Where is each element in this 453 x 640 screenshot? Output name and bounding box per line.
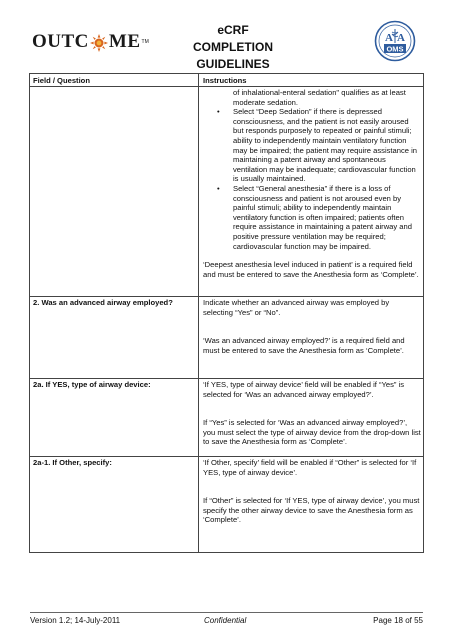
sedation-instructions — [203, 88, 421, 279]
general-anesthesia-item: • Select “General anesthesia” if there is a loss of consciousness and patient is not aroused even by painful stimuli; ability to independently maintain ventilatory function is often impaired; patients often require assistance in maintaining a patent airway and positive pressure ventilation may be required; cardiovascular function may be impaired. — [203, 184, 421, 251]
instructions-table — [29, 73, 424, 553]
aaoms-seal-icon — [373, 20, 417, 62]
row-divider — [30, 456, 423, 457]
sun-icon — [90, 34, 108, 52]
column-divider — [198, 74, 199, 552]
deep-sedation-item: • Select “Deep Sedation” if there is depressed consciousness, and the patient is not easily aroused but responds purposely to repeated or painful stimuli; ability to independently maintain ventilatory function may be impaired; the patient may require assistance in maintaining a patent airway and spontaneous ventilation may be inadequate; cardiovascular function is usually maintained. — [203, 107, 421, 184]
sedation-bullet-list — [203, 107, 421, 251]
airway-device-instruction-1: ‘If YES, type of airway device’ field will be enabled if “Yes” is selected for ‘Was an advanced airway employed?’. — [203, 380, 405, 399]
footer-divider — [30, 612, 423, 613]
title-line-1: eCRF COMPLETION — [193, 23, 273, 54]
svg-text:A: A — [397, 32, 405, 44]
other-device-question: 2a-1. If Other, specify: — [33, 458, 112, 467]
version-text: Version 1.2; 14-July-2011 — [30, 616, 121, 625]
advanced-airway-instruction-1: Indicate whether an advanced airway was employed by selecting “Yes” or “No”. — [203, 298, 390, 317]
page-header — [30, 18, 423, 71]
row-divider — [30, 296, 423, 297]
logo-text-end: ME — [108, 31, 141, 52]
header-divider — [30, 86, 423, 87]
title-line-2: GUIDELINES — [196, 57, 270, 71]
other-device-instructions — [203, 458, 421, 525]
trademark-mark: TM — [141, 39, 149, 45]
row-divider — [30, 378, 423, 379]
other-device-instruction-2: If “Other” is selected for ‘If YES, type of airway device’, you must specify the other airway device to save the Anesthesia form as ‘Complete’. — [203, 496, 420, 525]
document-title — [178, 22, 288, 73]
confidential-label: Confidential — [204, 616, 247, 625]
continued-text: of inhalational-enteral sedation" qualifies as at least moderate sedation. — [233, 88, 406, 107]
airway-device-type-question: 2a. If YES, type of airway device: — [33, 380, 151, 389]
svg-text:OMS: OMS — [386, 44, 404, 54]
field-question-header: Field / Question — [33, 76, 90, 85]
svg-text:A: A — [385, 32, 393, 44]
airway-device-type-instructions — [203, 380, 421, 447]
instructions-header: Instructions — [203, 76, 247, 85]
required-field-note: ‘Deepest anesthesia level induced in patient’ is a required field and must be entered to save the Anesthesia form as ‘Complete’. — [203, 260, 419, 279]
outcome-logo — [32, 30, 149, 54]
advanced-airway-question: 2. Was an advanced airway employed? — [33, 298, 173, 307]
page-number: Page 18 of 55 — [373, 616, 423, 625]
advanced-airway-instructions — [203, 298, 421, 355]
airway-device-instruction-2: If “Yes” is selected for ‘Was an advanced airway employed?’, you must select the type of airway device from the drop-down list to save the Anesthesia form as ‘Complete’. — [203, 418, 421, 447]
advanced-airway-instruction-2: ‘Was an advanced airway employed?’ is a required field and must be entered to save the Anesthesia form as ‘Complete’. — [203, 336, 405, 355]
logo-text-start: OUTC — [32, 31, 89, 52]
other-device-instruction-1: ‘If Other, specify’ field will be enabled if “Other” is selected for ‘If YES, type of airway device’. — [203, 458, 417, 477]
